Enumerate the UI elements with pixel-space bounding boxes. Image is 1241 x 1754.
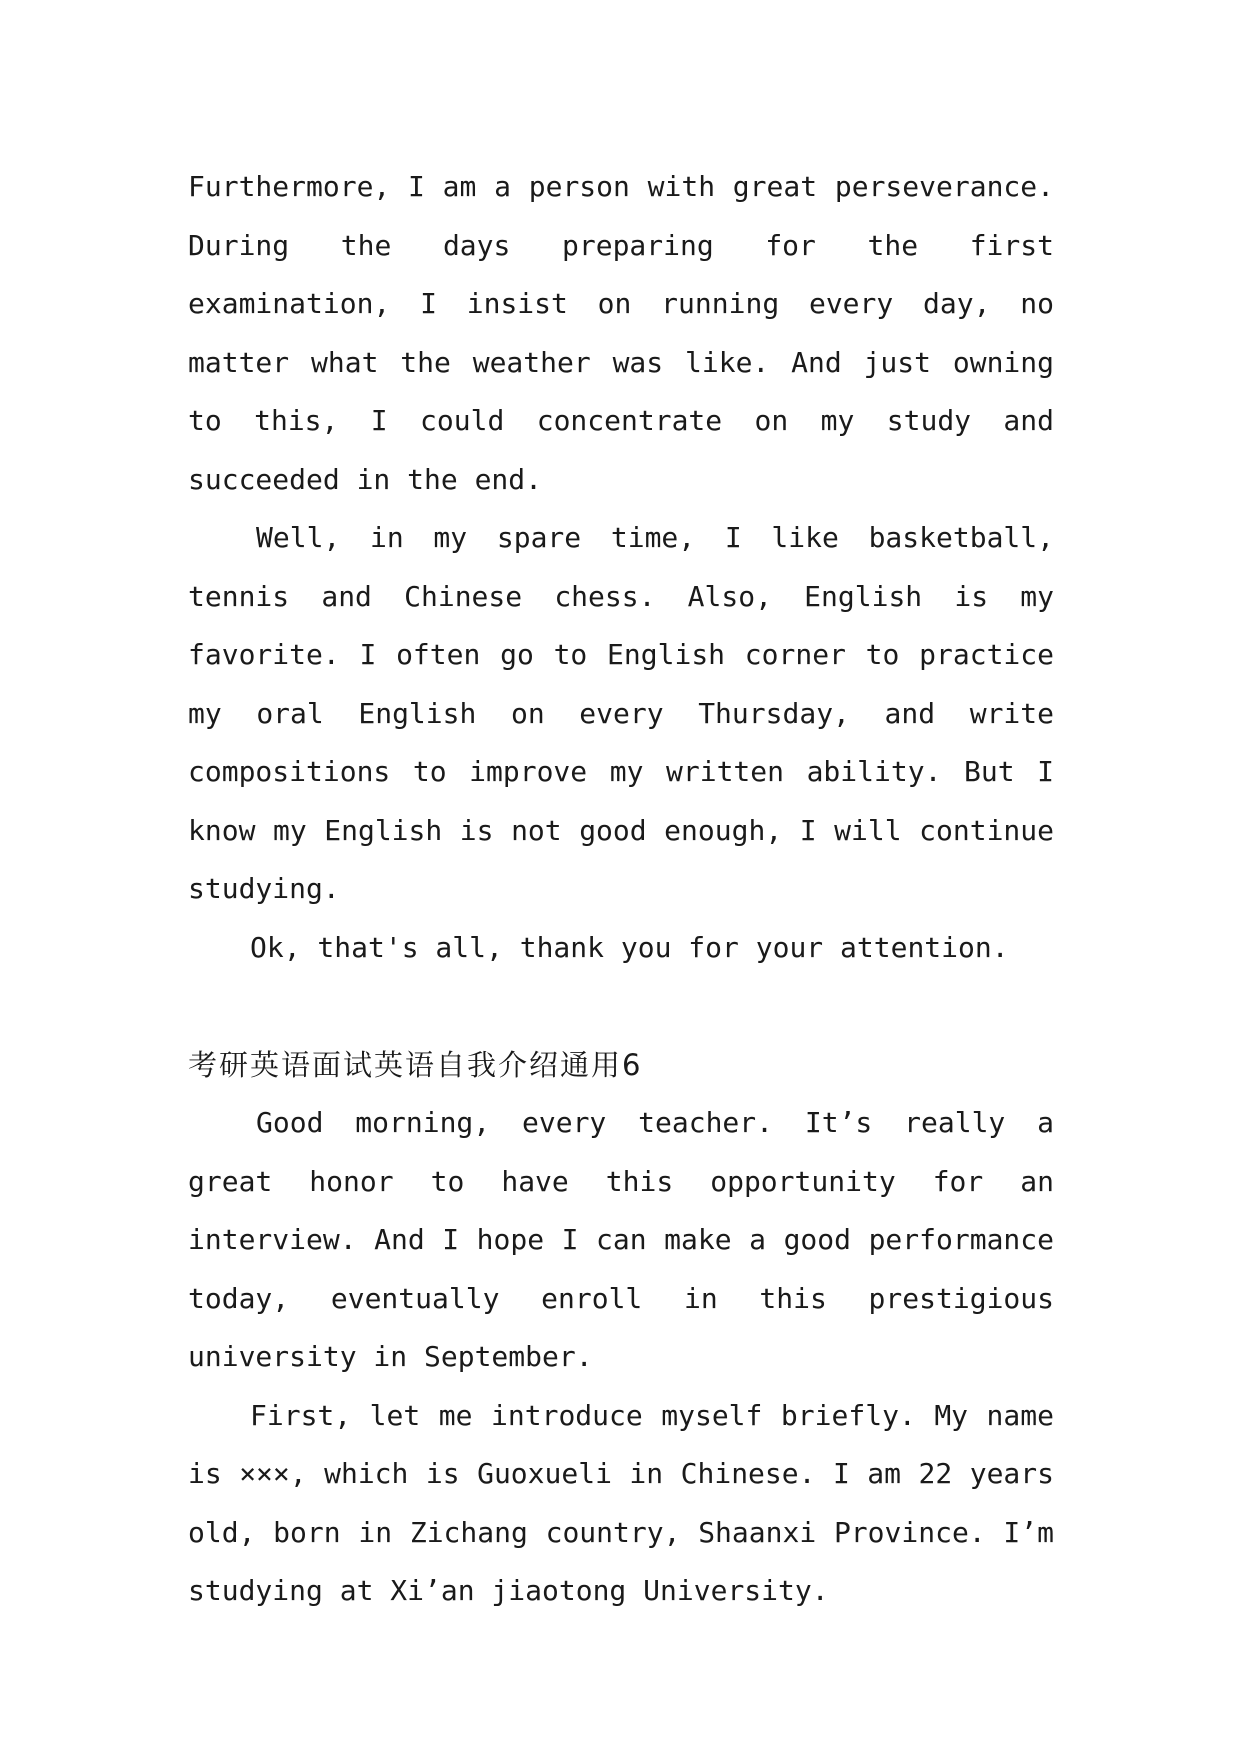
document-body (188, 158, 1054, 1621)
spacer (188, 977, 1054, 1036)
paragraph-greeting: Good morning, every teacher. It’s really a great honor to have this opportunity for an interview. And I hope I can make a good performance today, eventually enroll in this prestigious university in September. (188, 1106, 1054, 1373)
paragraph-hobbies: Well, in my spare time, I like basketball, tennis and Chinese chess. Also, English is my favorite. I often go to English corner to practice my oral English on every Thursday, and write compositions to improve my written ability. But I know my English is not good enough, I will continue studying. (188, 521, 1054, 905)
paragraph-introduction: First, let me introduce myself briefly. My name is ×××, which is Guoxueli in Chinese. I am 22 years old, born in Zichang country, Shaanxi Province. I’m studying at Xi’an jiaotong University. (188, 1398, 1054, 1607)
section-heading: 考研英语面试英语自我介绍通用6 (188, 1047, 643, 1082)
paragraph-perseverance: Furthermore, I am a person with great perseverance. During the days preparing for the first examination, I insist on running every day, no matter what the weather was like. And just owning to this, I could concentrate on my study and succeeded in the end. (188, 170, 1054, 496)
paragraph-closing: Ok, that's all, thank you for your attention. (250, 930, 1009, 964)
